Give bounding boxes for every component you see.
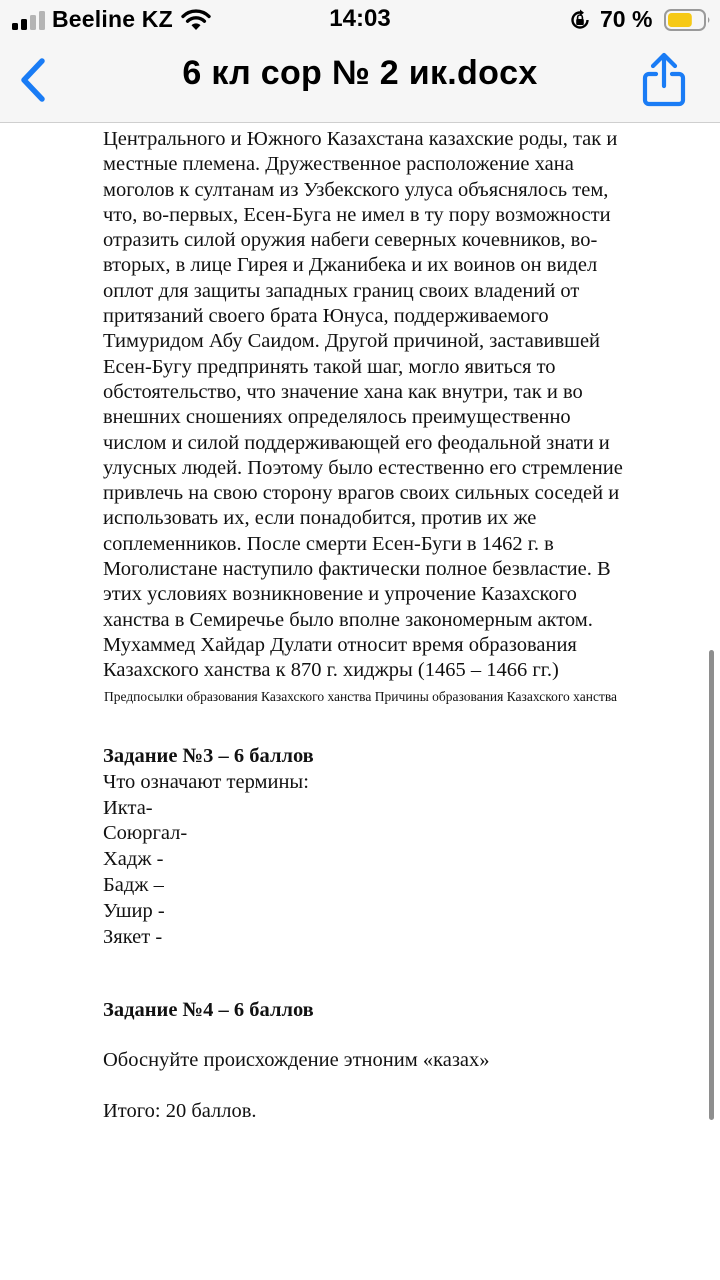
- total-score: Итого: 20 баллов.: [103, 1100, 257, 1122]
- document-line: притязаний своего брата Юнуса, поддерживаемого: [103, 305, 549, 328]
- document-line: Мухаммед Хайдар Дулати относит время образования: [103, 633, 577, 656]
- document-paragraph: [103, 127, 683, 684]
- term-item: Союргал-: [103, 822, 188, 845]
- task-4-heading: Задание №4 – 6 баллов: [103, 999, 314, 1021]
- document-line: использовать их, если понадобится, против их же: [103, 507, 537, 530]
- term-item: Хадж -: [103, 848, 164, 871]
- task-3-question: Что означают термины:: [103, 770, 309, 793]
- vertical-scrollbar[interactable]: [709, 650, 714, 1120]
- document-line: Есен-Бугу предпринять такой шаг, могло явиться то: [103, 355, 556, 378]
- document-title: 6 кл сор № 2 ик.docx: [182, 54, 538, 92]
- document-line: Тимуридом Абу Саидом. Другой причиной, заставившей: [103, 330, 601, 353]
- orientation-lock-icon: [568, 8, 592, 32]
- document-line: этих условиях возникновение и упрочение Казахского: [103, 583, 577, 606]
- status-bar: [0, 0, 720, 40]
- document-line: обстоятельство, что значение хана как внутри, так и во: [103, 380, 583, 403]
- document-line: вторых, в лице Гирея и Джанибека и их воинов он видел: [103, 254, 598, 277]
- term-item: Ушир -: [103, 899, 165, 922]
- term-item: Бадж –: [103, 873, 164, 896]
- task-3: [103, 744, 314, 950]
- share-button[interactable]: [636, 50, 692, 110]
- back-button[interactable]: [8, 52, 58, 108]
- document-line: моголов к султанам из Узбекского улуса объяснялось тем,: [103, 178, 609, 201]
- chevron-left-icon: [18, 57, 48, 103]
- document-viewer[interactable]: [0, 123, 720, 1280]
- share-icon: [641, 52, 687, 108]
- document-line: числом и силой поддерживающей его феодальной знати и: [103, 431, 610, 454]
- battery-icon: [664, 8, 712, 32]
- document-line: Моголистане наступило фактически полное безвластие. В: [103, 558, 611, 581]
- document-line: ханства в Семиречье было вполне закономерным актом.: [103, 608, 593, 631]
- document-line: оплот для защиты западных границ своих владений от: [103, 279, 580, 302]
- document-line: внешних сношениях определялось преимущественно: [103, 406, 571, 429]
- document-line: отразить силой оружия набеги северных кочевников, во-: [103, 229, 598, 252]
- task-3-terms: [103, 796, 314, 951]
- battery-percentage: 70 %: [600, 6, 653, 32]
- carrier-name: Beeline KZ: [52, 6, 173, 32]
- status-time: 14:03: [329, 5, 391, 32]
- document-line: привлечь на свою сторону врагов своих сильных соседей и: [103, 482, 620, 505]
- document-line: что, во-первых, Есен-Буга не имел в ту пору возможности: [103, 203, 611, 226]
- image-caption: Предпосылки образования Казахского ханства Причины образования Казахского ханства: [104, 689, 618, 704]
- document-line: местные племена. Дружественное расположение хана: [103, 153, 574, 176]
- navigation-bar: [0, 40, 720, 123]
- task-4: [103, 998, 314, 1024]
- document-line: Центрального и Южного Казахстана казахские роды, так и: [103, 128, 618, 150]
- task-3-heading: Задание №3 – 6 баллов: [103, 745, 314, 767]
- document-line: соплеменников. После смерти Есен-Буги в 1462 г. в: [103, 532, 554, 555]
- task-4-question: Обоснуйте происхождение этноним «казах»: [103, 1049, 490, 1071]
- term-item: Икта-: [103, 796, 153, 819]
- term-item: Зякет -: [103, 925, 163, 948]
- document-line: Казахского ханства к 870 г. хиджры (1465 – 1466 гг.): [103, 659, 559, 682]
- document-line: улусных людей. Поэтому было естественно его стремление: [103, 456, 623, 479]
